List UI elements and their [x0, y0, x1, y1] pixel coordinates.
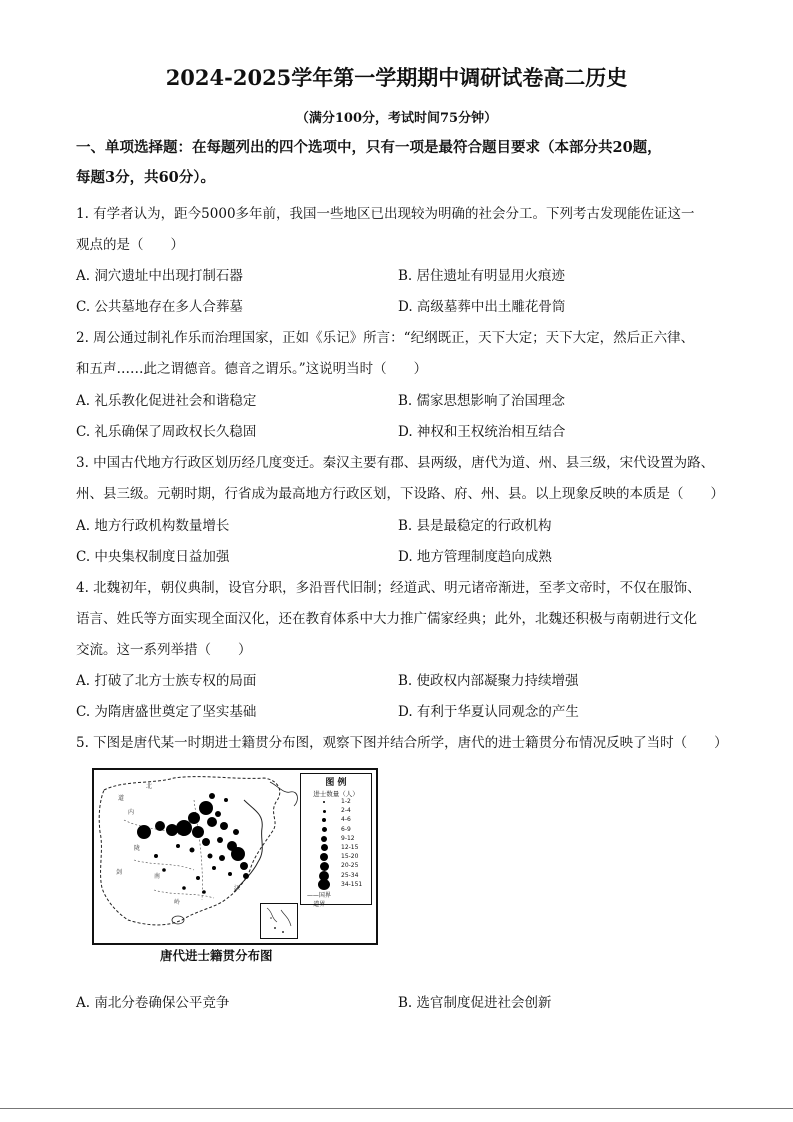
dot	[208, 854, 213, 859]
map-legend	[300, 773, 372, 908]
q3-option-c[interactable]: C. 中央集权制度日益加强	[76, 549, 230, 565]
legend-label: 15-20	[341, 853, 359, 861]
q3-stem-line-1: 3. 中国古代地方行政区划历经几度变迁。秦汉主要有郡、县两级，唐代为道、州、县三级，宋代设置为路、	[76, 455, 715, 471]
legend-label: 12-15	[341, 843, 359, 851]
q1-option-b[interactable]: B. 居住遗址有明显用火痕迹	[398, 268, 566, 284]
dot	[155, 821, 165, 831]
q4-stem-line-2: 语言、姓氏等方面实现全面汉化，还在教育体系中大力推广儒家经典；此外，北魏还积极与南朝进行文化	[76, 611, 697, 627]
q4-option-c[interactable]: C. 为隋唐盛世奠定了坚实基础	[76, 704, 257, 720]
q4-option-a[interactable]: A. 打破了北方士族专权的局面	[76, 673, 257, 689]
dot	[215, 811, 221, 817]
dot	[209, 793, 215, 799]
dot	[202, 838, 210, 846]
dot	[162, 868, 166, 872]
dot	[137, 825, 151, 839]
q4-stem-line-1: 4. 北魏初年，朝仪典制，设官分职，多沿晋代旧制；经道武、明元诸帝渐进，至孝文帝时，不仅在服饰、	[76, 580, 701, 596]
dot	[233, 829, 239, 835]
dot	[190, 848, 195, 853]
dot	[220, 822, 228, 830]
exam-info: （满分100分，考试时间75分钟）	[295, 111, 498, 126]
q2-option-c[interactable]: C. 礼乐确保了周政权长久稳固	[76, 424, 257, 440]
q3-option-a[interactable]: A. 地方行政机构数量增长	[76, 518, 230, 534]
inset-drawing	[261, 904, 297, 938]
q1-option-a[interactable]: A. 洞穴遗址中出现打制石器	[76, 268, 243, 284]
legend-row	[301, 826, 371, 835]
dot	[188, 812, 200, 824]
legend-label: 34-151	[341, 880, 363, 888]
legend-line-label: 国界	[318, 891, 331, 899]
svg-text:岭: 岭	[174, 899, 181, 906]
q1-option-d[interactable]: D. 高级墓葬中出土雕花骨筒	[398, 299, 566, 315]
legend-row	[301, 853, 371, 862]
legend-row	[301, 816, 371, 825]
dot	[217, 837, 223, 843]
legend-row	[301, 872, 371, 881]
page-title: 2024-2025学年第一学期期中调研试卷高二历史	[165, 65, 628, 90]
q1-option-c[interactable]: C. 公共墓地存在多人合葬墓	[76, 299, 243, 315]
south-sea-inset	[260, 903, 298, 939]
legend-row	[301, 844, 371, 853]
section-heading-line-1: 一、单项选择题：在每题列出的四个选项中，只有一项是最符合题目要求（本部分共20题，	[76, 139, 662, 156]
q1-stem-line-2: 观点的是（ ）	[76, 237, 184, 253]
section-heading	[76, 133, 726, 193]
dot	[240, 862, 248, 870]
legend-label: 20-25	[341, 862, 359, 870]
dot	[196, 876, 200, 880]
dot	[219, 855, 225, 861]
svg-text:剑: 剑	[116, 869, 123, 876]
dot	[192, 826, 204, 838]
legend-row	[301, 881, 371, 890]
legend-subtitle: 进士数量（人）	[313, 790, 359, 798]
legend-row	[301, 807, 371, 816]
map-labels	[116, 782, 240, 906]
dot	[228, 872, 232, 876]
dot	[176, 844, 180, 848]
dot	[202, 890, 206, 894]
svg-text:江: 江	[234, 885, 241, 892]
q5-option-b[interactable]: B. 选官制度促进社会创新	[398, 995, 552, 1011]
peninsula-outline	[270, 782, 297, 806]
q2-stem-line-1: 2. 周公通过制礼作乐而治理国家，正如《乐记》所言：“纪纲既正，天下大定；天下大定，然后正六律、	[76, 330, 695, 346]
q3-option-b[interactable]: B. 县是最稳定的行政机构	[398, 518, 552, 534]
q3-option-d[interactable]: D. 地方管理制度趋向成熟	[398, 549, 552, 565]
page-footer-rule	[0, 1108, 793, 1109]
legend-label: 2-4	[341, 807, 351, 815]
q4-option-b[interactable]: B. 使政权内部凝聚力持续增强	[398, 673, 579, 689]
dot	[243, 873, 249, 879]
svg-text:内: 内	[128, 809, 135, 816]
dot	[166, 824, 178, 836]
svg-text:道: 道	[118, 795, 125, 802]
figure-caption: 唐代进士籍贯分布图	[160, 948, 273, 963]
svg-text:陇: 陇	[134, 845, 141, 852]
legend-line-border: — — 国界	[307, 891, 331, 899]
section-heading-line-2: 每题3分，共60分）。	[76, 169, 216, 186]
q4-stem-line-3: 交流。这一系列举措（ ）	[76, 642, 252, 658]
q2-option-a[interactable]: A. 礼乐教化促进社会和谐稳定	[76, 393, 257, 409]
q5-stem-line-1: 5. 下图是唐代某一时期进士籍贯分布图，观察下图并结合所学，唐代的进士籍贯分布情况反映了当时（ ）	[76, 735, 728, 751]
dot	[212, 866, 216, 870]
legend-label: 9-12	[341, 834, 355, 842]
legend-row	[301, 862, 371, 871]
q2-option-b[interactable]: B. 儒家思想影响了治国理念	[398, 393, 566, 409]
legend-label: 1-2	[341, 798, 351, 805]
legend-line-circuit: - - - 道界	[307, 900, 326, 908]
territory-border	[99, 777, 280, 925]
dot	[224, 798, 228, 802]
legend-label: 25-34	[341, 871, 359, 879]
legend-row	[301, 835, 371, 844]
dot	[231, 847, 245, 861]
coastline	[234, 800, 262, 892]
q4-option-d[interactable]: D. 有利于华夏认同观念的产生	[398, 704, 579, 720]
q2-option-d[interactable]: D. 神权和王权统治相互结合	[398, 424, 566, 440]
q3-stem-line-2: 州、县三级。元朝时期，行省成为最高地方行政区划，下设路、府、州、县。以上现象反映的本质是（ ）	[76, 486, 724, 502]
legend-row	[301, 798, 371, 807]
svg-text:北: 北	[146, 783, 153, 790]
dot	[154, 854, 158, 858]
q1-stem-line-1: 1. 有学者认为，距今5000多年前，我国一些地区已出现较为明确的社会分工。下列考古发现能佐证这一	[76, 206, 695, 222]
legend-label: 6-9	[341, 825, 351, 833]
svg-text:南: 南	[154, 873, 161, 880]
legend-label: 4-6	[341, 816, 351, 824]
legend-line-label: 道界	[313, 900, 326, 908]
dot	[207, 817, 217, 827]
dot	[182, 886, 186, 890]
tang-jinshi-map	[92, 768, 378, 945]
q2-stem-line-2: 和五声……此之谓德音。德音之谓乐。”这说明当时（ ）	[76, 361, 428, 377]
legend-title: 图 例	[325, 778, 347, 788]
dot	[199, 801, 213, 815]
q5-option-a[interactable]: A. 南北分卷确保公平竞争	[76, 995, 230, 1011]
dot	[176, 820, 192, 836]
